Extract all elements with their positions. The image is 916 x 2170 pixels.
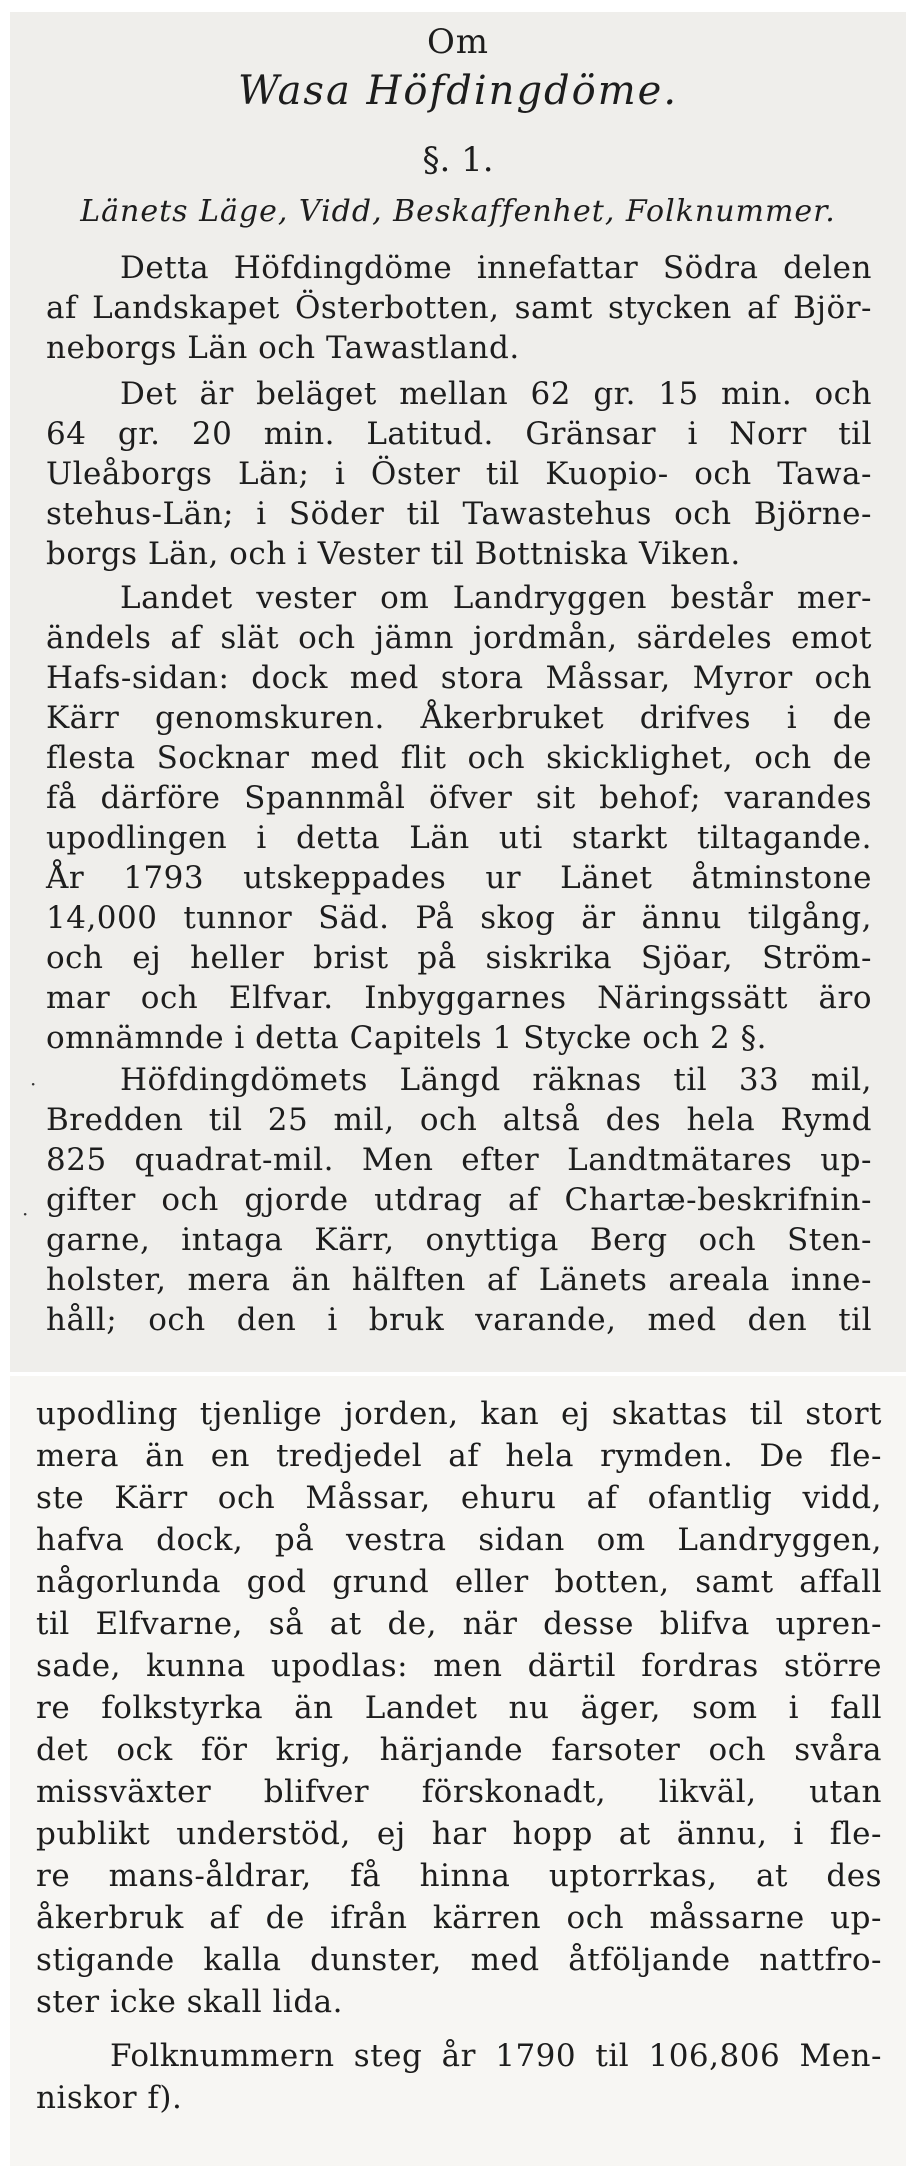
text-line: niskor f). (36, 2080, 183, 2116)
stray-mark: · (22, 1202, 29, 1226)
text-line: borgs Län, och i Vester til Bottniska Viken. (46, 536, 741, 572)
text-line: mar och Elfvar. Inbyggarnes Näringssätt äro (46, 980, 872, 1016)
text-line: re folkstyrka än Landet nu äger, som i fall (36, 1690, 882, 1726)
text-line: stehus-Län; i Söder til Tawastehus och Björne- (46, 496, 872, 532)
heading-title: Wasa Höfdingdöme. (237, 68, 679, 114)
text-line: omnämnde i detta Capitels 1 Stycke och 2 §. (46, 1020, 767, 1056)
text-line: Detta Höfdingdöme innefattar Södra delen (120, 250, 872, 286)
text-line: Hafs-sidan: dock med stora Måssar, Myror och (46, 660, 872, 696)
text-line: stigande kalla dunster, med åtföljande nattfro- (36, 1942, 882, 1978)
text-line: sade, kunna upodlas: men därtil fordras större (36, 1648, 882, 1684)
text-line: flesta Socknar med flit och skicklighet, och de (46, 740, 872, 776)
text-line: År 1793 utskeppades ur Länet åtminstone (46, 860, 872, 896)
text-line: ster icke skall lida. (36, 1984, 344, 2020)
page-upper-section (10, 12, 906, 1372)
text-line: Landet vester om Landryggen består mer- (120, 580, 872, 616)
section-subtitle: Länets Läge, Vidd, Beskaffenhet, Folknummer. (80, 194, 836, 229)
text-line: åkerbruk af de ifrån kärren och måssarne up- (36, 1900, 882, 1936)
text-line: få därföre Spannmål öfver sit behof; varandes (46, 780, 872, 816)
text-line: upodlingen i detta Län uti starkt tiltagande. (46, 820, 872, 856)
text-line: neborgs Län och Tawastland. (46, 330, 520, 366)
text-line: ändels af slät och jämn jordmån, särdeles emot (46, 620, 872, 656)
section-number: §. 1. (422, 140, 494, 180)
text-line: garne, intaga Kärr, onyttiga Berg och Sten- (46, 1222, 872, 1258)
text-line: 825 quadrat-mil. Men efter Landtmätares up- (46, 1142, 872, 1178)
text-line: mera än en tredjedel af hela rymden. De fle- (36, 1438, 882, 1474)
text-line: upodling tjenlige jorden, kan ej skattas til stort (36, 1396, 882, 1432)
text-line: Bredden til 25 mil, och altså des hela Rymd (46, 1102, 872, 1138)
text-line: publikt understöd, ej har hopp at ännu, i fle- (36, 1816, 882, 1852)
text-line: re mans-åldrar, få hinna uptorrkas, at des (36, 1858, 882, 1894)
text-line: 14,000 tunnor Säd. På skog är ännu tilgång, (46, 900, 872, 936)
text-line: Kärr genomskuren. Åkerbruket drifves i de (46, 700, 872, 736)
text-line: holster, mera än hälften af Länets areala inne- (46, 1262, 872, 1298)
text-line: Det är beläget mellan 62 gr. 15 min. och (120, 376, 872, 412)
text-line: af Landskapet Österbotten, samt stycken af Björ- (46, 290, 872, 326)
text-line: missväxter blifver förskonadt, likväl, utan (36, 1774, 882, 1810)
text-line: håll; och den i bruk varande, med den til (46, 1302, 872, 1338)
heading-om: Om (426, 22, 490, 62)
text-line: och ej heller brist på siskrika Sjöar, Ström- (46, 940, 872, 976)
text-line: til Elfvarne, så at de, när desse blifva upren- (36, 1606, 882, 1642)
text-line: Höfdingdömets Längd räknas til 33 mil, (120, 1062, 872, 1098)
text-line: någorlunda god grund eller botten, samt affall (36, 1564, 882, 1600)
text-line: hafva dock, på vestra sidan om Landryggen, (36, 1522, 882, 1558)
page-lower-section (10, 1376, 906, 2166)
text-line: Uleåborgs Län; i Öster til Kuopio- och Tawa- (46, 456, 872, 492)
text-line: gifter och gjorde utdrag af Chartæ-beskrifnin- (46, 1182, 872, 1218)
stray-mark: · (30, 1072, 37, 1096)
text-line: Folknummern steg år 1790 til 106,806 Men- (110, 2038, 882, 2074)
text-line: det ock för krig, härjande farsoter och svåra (36, 1732, 882, 1768)
text-line: 64 gr. 20 min. Latitud. Gränsar i Norr til (46, 416, 872, 452)
text-line: ste Kärr och Måssar, ehuru af ofantlig vidd, (36, 1480, 882, 1516)
